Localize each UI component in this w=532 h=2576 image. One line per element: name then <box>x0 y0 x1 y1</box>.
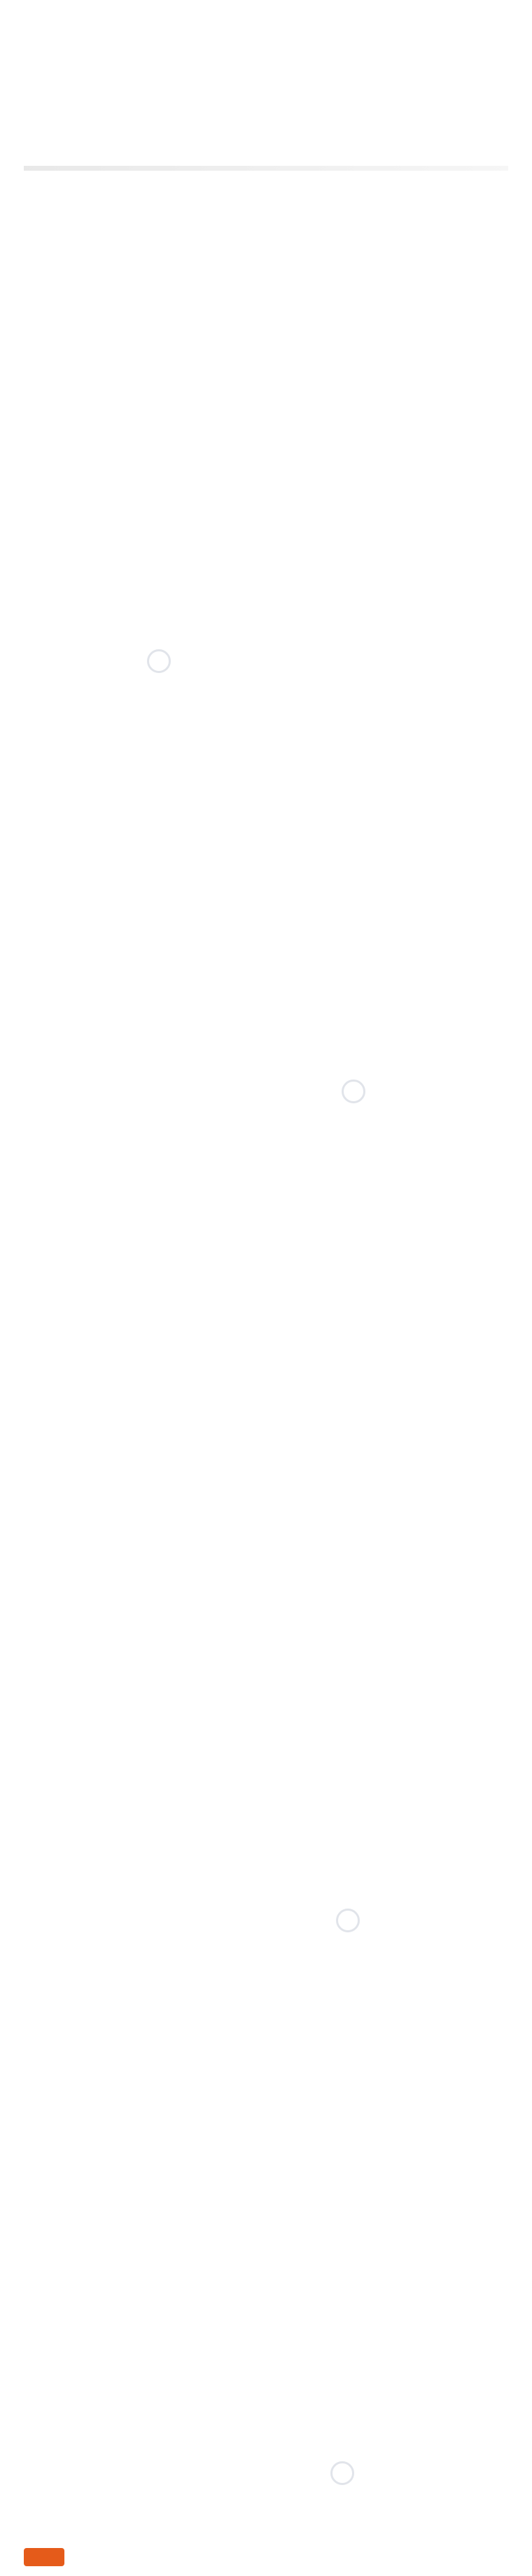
intro-paragraph-3 <box>24 116 508 132</box>
major-heading <box>24 329 508 344</box>
major-paragraph <box>24 590 508 606</box>
major-paragraph <box>24 712 508 728</box>
major-heading <box>24 740 508 756</box>
major-heading <box>24 843 508 858</box>
majors-section-heading <box>24 306 508 323</box>
college-paragraph-2 <box>24 219 508 234</box>
major-paragraph <box>24 815 508 830</box>
intro-section-heading <box>24 56 508 73</box>
major-paragraph <box>24 1002 508 1017</box>
major-block <box>24 843 508 933</box>
major-heading <box>24 946 508 961</box>
intro-paragraph-4 <box>24 135 508 150</box>
major-block <box>24 432 508 522</box>
major-paragraph <box>24 488 508 503</box>
rules-paragraph-1 <box>24 1074 508 1089</box>
rules-section-heading <box>24 1052 508 1068</box>
major-heading <box>24 637 508 653</box>
major-paragraph <box>24 347 508 362</box>
college-paragraph-3 <box>24 238 508 253</box>
major-block <box>24 535 508 625</box>
rules-paragraph-2 <box>24 1093 508 1108</box>
majors-section <box>24 306 508 1036</box>
rules-paragraph-3 <box>24 1112 508 1127</box>
site-logo <box>24 2545 129 2566</box>
major-paragraph <box>24 656 508 671</box>
major-paragraph <box>24 553 508 568</box>
college-paragraph-1 <box>24 200 508 215</box>
major-paragraph <box>24 674 508 690</box>
major-paragraph <box>24 983 508 998</box>
major-paragraph <box>24 880 508 896</box>
major-paragraph <box>24 404 508 419</box>
major-block <box>24 329 508 419</box>
intro-paragraph-2 <box>24 97 508 113</box>
footer <box>24 2542 508 2566</box>
major-paragraph <box>24 450 508 465</box>
major-paragraph <box>24 899 508 914</box>
major-paragraph <box>24 861 508 877</box>
college-paragraph-5 <box>24 276 508 291</box>
major-paragraph <box>24 758 508 774</box>
rules-paragraph-5 <box>24 1149 508 1165</box>
major-block <box>24 946 508 1036</box>
major-block <box>24 637 508 728</box>
major-paragraph <box>24 777 508 793</box>
site-logo-icon <box>24 2548 64 2566</box>
major-paragraph <box>24 572 508 587</box>
major-heading <box>24 535 508 550</box>
rules-section <box>24 1052 508 1184</box>
major-paragraph <box>24 693 508 709</box>
major-paragraph <box>24 796 508 812</box>
major-paragraph <box>24 1021 508 1036</box>
major-paragraph <box>24 385 508 400</box>
major-block <box>24 740 508 830</box>
intro-section <box>24 56 508 150</box>
major-paragraph <box>24 609 508 625</box>
section-divider-1 <box>24 166 508 171</box>
intro-paragraph-1 <box>24 78 508 94</box>
rules-paragraph-4 <box>24 1131 508 1146</box>
major-paragraph <box>24 918 508 933</box>
major-paragraph <box>24 964 508 979</box>
major-heading <box>24 432 508 447</box>
college-section-heading <box>24 178 508 194</box>
document-title <box>24 15 508 43</box>
major-paragraph <box>24 507 508 522</box>
major-paragraph <box>24 366 508 381</box>
college-section <box>24 178 508 291</box>
major-paragraph <box>24 469 508 484</box>
college-paragraph-4 <box>24 257 508 272</box>
rules-paragraph-6 <box>24 1168 508 1184</box>
